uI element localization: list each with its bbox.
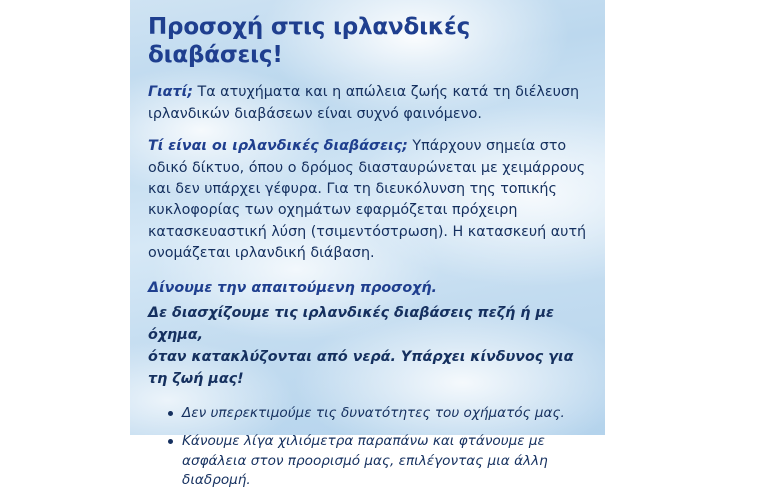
poster-image [130,0,605,489]
paragraph-why-text: Τα ατυχήματα και η απώλεια ζωής κατά τη διέλευση ιρλανδικών διαβάσεων είναι συχνό φαινόμενο. [148,84,580,122]
paragraph-definition-lead: Τί είναι οι ιρλανδικές διαβάσεις; [148,138,408,155]
advice-list [148,404,587,491]
emphasis-line-3: όταν κατακλύζονται από νερά. Υπάρχει κίνδυνος για τη ζωή μας! [148,348,574,387]
paragraph-why-lead: Γιατί; [148,84,193,101]
paragraph-definition [148,136,587,265]
emphasis-line-2: Δε διασχίζουμε τις ιρλανδικές διαβάσεις πεζή ή με όχημα, [148,305,554,344]
poster-content [130,0,605,489]
paragraph-definition-text: Υπάρχουν σημεία στο οδικό δίκτυο, όπου ο δρόμος διασταυρώνεται με χειμάρρους και δεν υπάρχει γέφυρα. Για τη διευκόλυνση της τοπικής κυκλοφορίας των οχημάτων εφαρμόζεται πρόχειρη κατασκευαστική λύση (τσιμεντόστρωση). Η κατασκευή αυτή ονομάζεται ιρλανδική διάβαση. [148,138,587,262]
list-item: Κάνουμε λίγα χιλιόμετρα παραπάνω και φτάνουμε με ασφάλεια στον προορισμό μας, επιλέγοντας μια άλλη διαδρομή. [168,432,587,491]
page-title: Προσοχή στις ιρλανδικές διαβάσεις! [148,14,471,68]
emphasis-line-1: Δίνουμε την απαιτούμενη προσοχή. [148,279,437,296]
paragraph-why [148,82,587,125]
list-item: Δεν υπερεκτιμούμε τις δυνατότητες του οχήματός μας. [168,404,587,424]
emphasis-block [148,278,587,391]
